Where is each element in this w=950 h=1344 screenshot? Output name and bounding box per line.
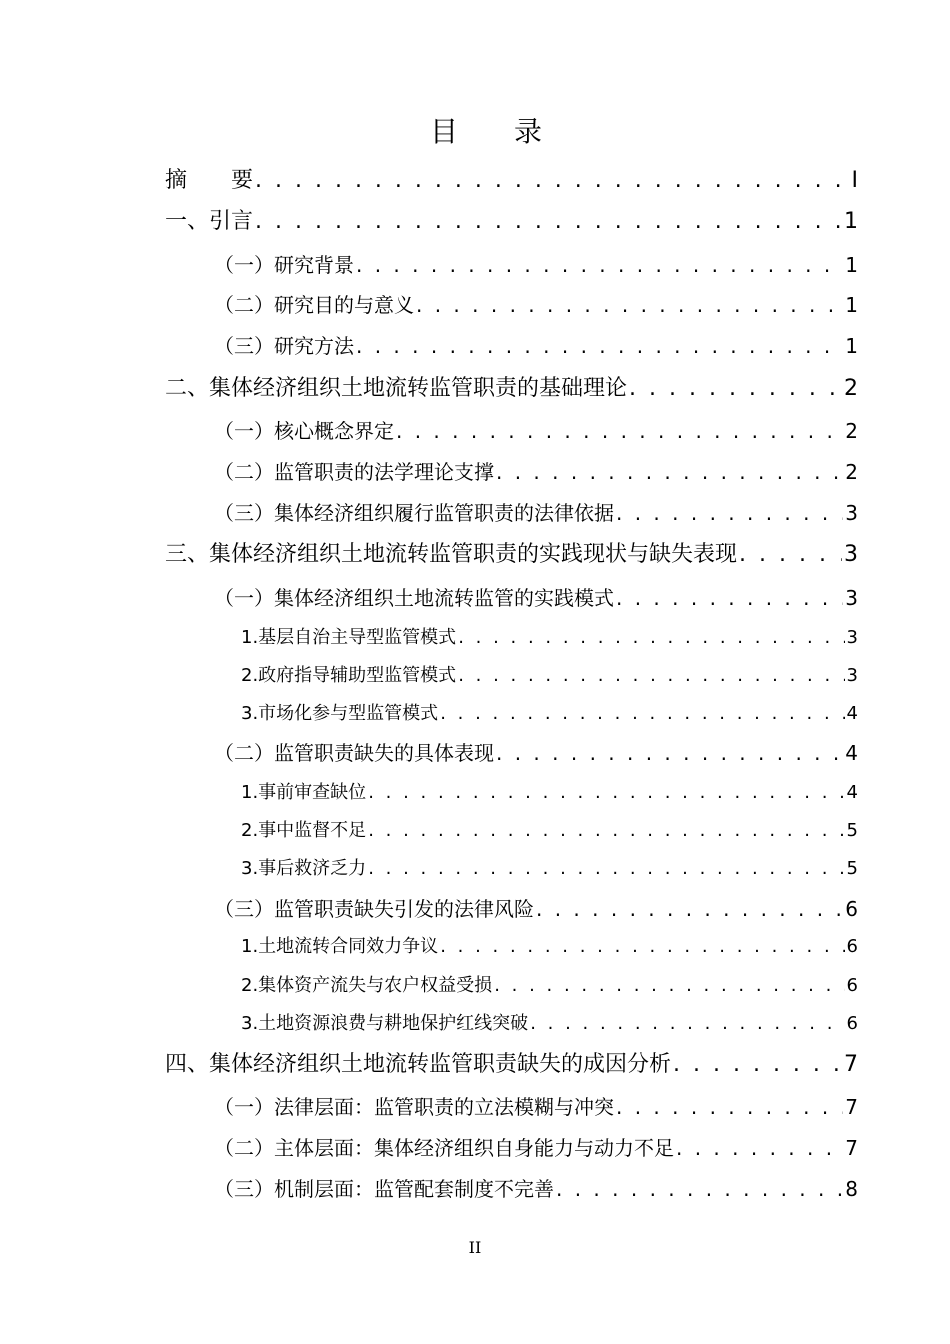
toc-entry-title: 一、引言: [165, 209, 254, 234]
toc-entry-title: （一）法律层面：监管职责的立法模糊与冲突: [214, 1095, 614, 1119]
page-number: II: [468, 1238, 482, 1257]
toc-entry-page: 3: [846, 627, 858, 648]
toc-entry-page: 2: [845, 419, 858, 443]
toc-entry[interactable]: [214, 250, 858, 280]
toc-leader-dots: [739, 539, 842, 571]
toc-entry[interactable]: [241, 624, 858, 652]
toc-entry-page: 2: [844, 376, 858, 401]
toc-entry-page: 4: [846, 703, 858, 724]
toc-entry-page: 5: [846, 820, 858, 841]
toc-entry[interactable]: [165, 539, 858, 571]
toc-entry-page: 1: [845, 293, 858, 317]
toc-entry[interactable]: [214, 290, 858, 320]
toc-leader-dots: [616, 583, 843, 613]
toc-entry[interactable]: [214, 331, 858, 361]
toc-entry-title: （二）主体层面：集体经济组织自身能力与动力不足: [214, 1136, 674, 1160]
toc-entry[interactable]: [165, 373, 858, 405]
toc-entry-page: 7: [844, 1052, 858, 1077]
toc-entry-page: 6: [845, 897, 858, 921]
toc-leader-dots: [440, 933, 844, 961]
toc-leader-dots: [616, 1092, 843, 1122]
toc-entry[interactable]: [241, 855, 858, 883]
toc-leader-dots: [396, 416, 843, 446]
toc-leader-dots: [368, 817, 844, 845]
toc-entry-title: 2.集体资产流失与农户权益受损: [241, 975, 493, 996]
toc-entry-title: （一）核心概念界定: [214, 419, 394, 443]
toc-entry-page: 6: [846, 975, 858, 996]
toc-entry-title: 2.事中监督不足: [241, 820, 367, 841]
toc-entry[interactable]: [214, 457, 858, 487]
toc-entry[interactable]: [241, 662, 858, 690]
toc-entry[interactable]: [214, 416, 858, 446]
toc-leader-dots: [255, 206, 842, 238]
toc-leader-dots: [458, 662, 844, 690]
toc-leader-dots: [530, 1010, 844, 1038]
toc-entry-title: 二、集体经济组织土地流转监管职责的基础理论: [165, 376, 628, 401]
toc-leader-dots: [356, 331, 843, 361]
toc-entry-title: 1.基层自治主导型监管模式: [241, 627, 457, 648]
toc-leader-dots: [440, 700, 844, 728]
toc-entry[interactable]: [241, 1010, 858, 1038]
toc-entry[interactable]: [214, 894, 858, 924]
toc-entry[interactable]: [214, 498, 858, 528]
toc-entry-title: 3.事后救济乏力: [241, 858, 367, 879]
toc-entry-title: （三）机制层面：监管配套制度不完善: [214, 1177, 554, 1201]
toc-entry-title: 3.土地资源浪费与耕地保护红线突破: [241, 1013, 529, 1034]
toc-entry-page: 1: [844, 209, 858, 234]
toc-entry-title: （一）集体经济组织土地流转监管的实践模式: [214, 586, 614, 610]
toc-entry[interactable]: [241, 933, 858, 961]
toc-entry[interactable]: [241, 972, 858, 1000]
toc-entry-page: 6: [846, 936, 858, 957]
toc-entry[interactable]: [214, 1133, 858, 1163]
toc-entry-title: 1.事前审查缺位: [241, 782, 367, 803]
toc-entry-page: 3: [844, 542, 858, 567]
toc-leader-dots: [255, 165, 849, 197]
toc-entry[interactable]: [241, 779, 858, 807]
toc-entry-page: 1: [845, 253, 858, 277]
toc-entry-title: （三）研究方法: [214, 334, 354, 358]
toc-leader-dots: [368, 779, 844, 807]
toc-entry-title: 摘 要: [165, 168, 254, 193]
toc-entry-page: 8: [845, 1177, 858, 1201]
toc-entry-title: （一）研究背景: [214, 253, 354, 277]
toc-entry-page: 7: [845, 1095, 858, 1119]
toc-entry[interactable]: [241, 700, 858, 728]
toc-entry-title: （二）监管职责缺失的具体表现: [214, 741, 494, 765]
toc-entry[interactable]: [241, 817, 858, 845]
toc-leader-dots: [556, 1174, 843, 1204]
toc-entry-title: 1.土地流转合同效力争议: [241, 936, 439, 957]
toc-entry-page: 4: [846, 782, 858, 803]
toc-entry[interactable]: [165, 1049, 858, 1081]
toc-entry-page: I: [851, 168, 858, 193]
toc-entry[interactable]: [214, 1174, 858, 1204]
toc-entry-page: 4: [845, 741, 858, 765]
toc-entry-page: 7: [845, 1136, 858, 1160]
toc-leader-dots: [616, 498, 843, 528]
toc-leader-dots: [676, 1133, 843, 1163]
toc-entry[interactable]: [165, 206, 858, 238]
toc-leader-dots: [496, 738, 843, 768]
toc-title: 目录: [429, 115, 598, 148]
toc-entry-page: 3: [845, 586, 858, 610]
toc-leader-dots: [673, 1049, 842, 1081]
toc-entry-title: （三）集体经济组织履行监管职责的法律依据: [214, 501, 614, 525]
toc-entry-page: 1: [845, 334, 858, 358]
toc-leader-dots: [496, 457, 843, 487]
toc-leader-dots: [494, 972, 844, 1000]
toc-entry-title: （二）监管职责的法学理论支撑: [214, 460, 494, 484]
toc-entry-page: 6: [846, 1013, 858, 1034]
toc-leader-dots: [416, 290, 843, 320]
toc-entry[interactable]: [214, 738, 858, 768]
toc-entry-title: 2.政府指导辅助型监管模式: [241, 665, 457, 686]
toc-entry-title: 3.市场化参与型监管模式: [241, 703, 439, 724]
toc-leader-dots: [629, 373, 842, 405]
toc-entry-title: 三、集体经济组织土地流转监管职责的实践现状与缺失表现: [165, 542, 738, 567]
toc-entry-page: 2: [845, 460, 858, 484]
toc-leader-dots: [536, 894, 843, 924]
toc-entry[interactable]: [214, 583, 858, 613]
toc-entry-page: 3: [846, 665, 858, 686]
toc-leader-dots: [458, 624, 844, 652]
toc-entry-title: （二）研究目的与意义: [214, 293, 414, 317]
toc-entry[interactable]: [165, 165, 858, 197]
toc-entry-page: 5: [846, 858, 858, 879]
toc-leader-dots: [368, 855, 844, 883]
toc-entry[interactable]: [214, 1092, 858, 1122]
toc-entry-page: 3: [845, 501, 858, 525]
toc-entry-title: （三）监管职责缺失引发的法律风险: [214, 897, 534, 921]
toc-entry-title: 四、集体经济组织土地流转监管职责缺失的成因分析: [165, 1052, 672, 1077]
toc-leader-dots: [356, 250, 843, 280]
